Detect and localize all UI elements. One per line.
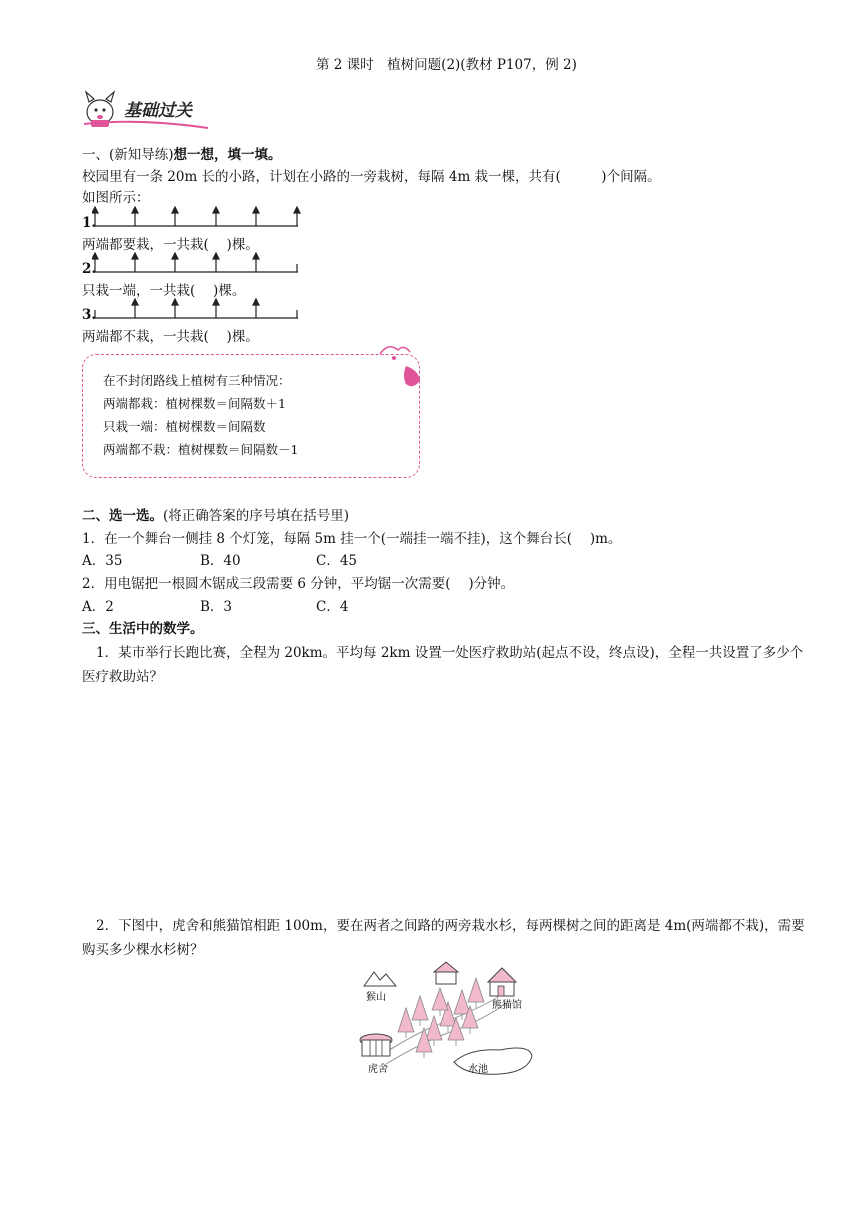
zoo-map-illustration: [350, 960, 550, 1085]
map-label-monkey: 猴山: [366, 992, 386, 1003]
q1-option-b: B．40: [200, 553, 241, 569]
pond-icon: [454, 1048, 532, 1074]
section3-question-2: 2．下图中，虎舍和熊猫馆相距 100m，要在两者之间路的两旁栽水杉，每两棵树之间的距离是 4m(两端都不栽)，需要购买多少棵水杉树？: [82, 918, 805, 958]
tip-decoration-icon: [374, 340, 426, 390]
case3-tree-diagram: [92, 298, 304, 322]
case1-number: 1.: [82, 215, 97, 231]
tip-box: [82, 354, 420, 478]
tree-cluster-icon: [398, 978, 484, 1058]
section3-question-1: 1．某市举行长跑比赛，全程为 20km。平均每 2km 设置一处医疗救助站(起点不设，终点设)，全程一共设置了多少个医疗救助站？: [82, 645, 804, 685]
tiger-house-icon: [360, 1034, 392, 1056]
section1-heading-prefix: 一、(新知导练): [82, 147, 174, 163]
section2-question-2: 2．用电锯把一根圆木锯成三段需要 6 分钟，平均锯一次需要( )分钟。: [82, 576, 515, 592]
section1-figure-note: 如图所示：: [82, 190, 150, 206]
banner-label: 基础过关: [124, 101, 192, 121]
case3-text: 两端都不栽，一共栽( )棵。: [82, 329, 259, 345]
q2-option-a: A．2: [82, 599, 114, 615]
section1-intro: 校园里有一条 20m 长的小路，计划在小路的一旁栽树，每隔 4m 栽一棵，共有( )个间隔。: [82, 169, 661, 185]
q2-option-b: B．3: [200, 599, 233, 615]
map-label-panda: 熊猫馆: [492, 1000, 522, 1011]
tip-line-2: 两端都栽：植树棵数＝间隔数＋1: [103, 396, 286, 411]
case2-tree-diagram: [92, 252, 304, 276]
case3-number: 3.: [82, 307, 97, 323]
case1-text: 两端都要栽，一共栽( )棵。: [82, 237, 259, 253]
case1-tree-diagram: [92, 206, 304, 230]
case2-text: 只栽一端，一共栽( )棵。: [82, 283, 246, 299]
tip-line-3: 只栽一端：植树棵数＝间隔数: [103, 419, 266, 434]
page-title: 第 2 课时 植树问题(2)(教材 P107，例 2): [316, 57, 577, 73]
section2-heading-main: 二、选一选。: [82, 508, 163, 524]
section-banner: [80, 84, 212, 132]
map-label-tiger: 虎舍: [368, 1064, 388, 1075]
tip-line-4: 两端都不栽：植树棵数＝间隔数－1: [103, 442, 299, 457]
case2-number: 2.: [82, 261, 97, 277]
section1-heading: [82, 146, 282, 164]
map-label-pond: 水池: [468, 1064, 488, 1075]
q2-option-c: C．4: [316, 599, 349, 615]
q1-option-a: A．35: [82, 553, 123, 569]
section3-heading: 三、生活中的数学。: [82, 621, 204, 637]
monkey-hill-icon: [364, 972, 396, 986]
section2-question-1: 1．在一个舞台一侧挂 8 个灯笼，每隔 5m 挂一个(一端挂一端不挂)，这个舞台长( )m。: [82, 531, 622, 547]
section2-heading: [82, 507, 349, 525]
section2-heading-note: (将正确答案的序号填在括号里): [163, 508, 350, 524]
q1-option-c: C．45: [316, 553, 358, 569]
tip-line-1: 在不封闭路线上植树有三种情况：: [103, 373, 291, 388]
section1-heading-main: 想一想，填一填。: [173, 147, 282, 163]
